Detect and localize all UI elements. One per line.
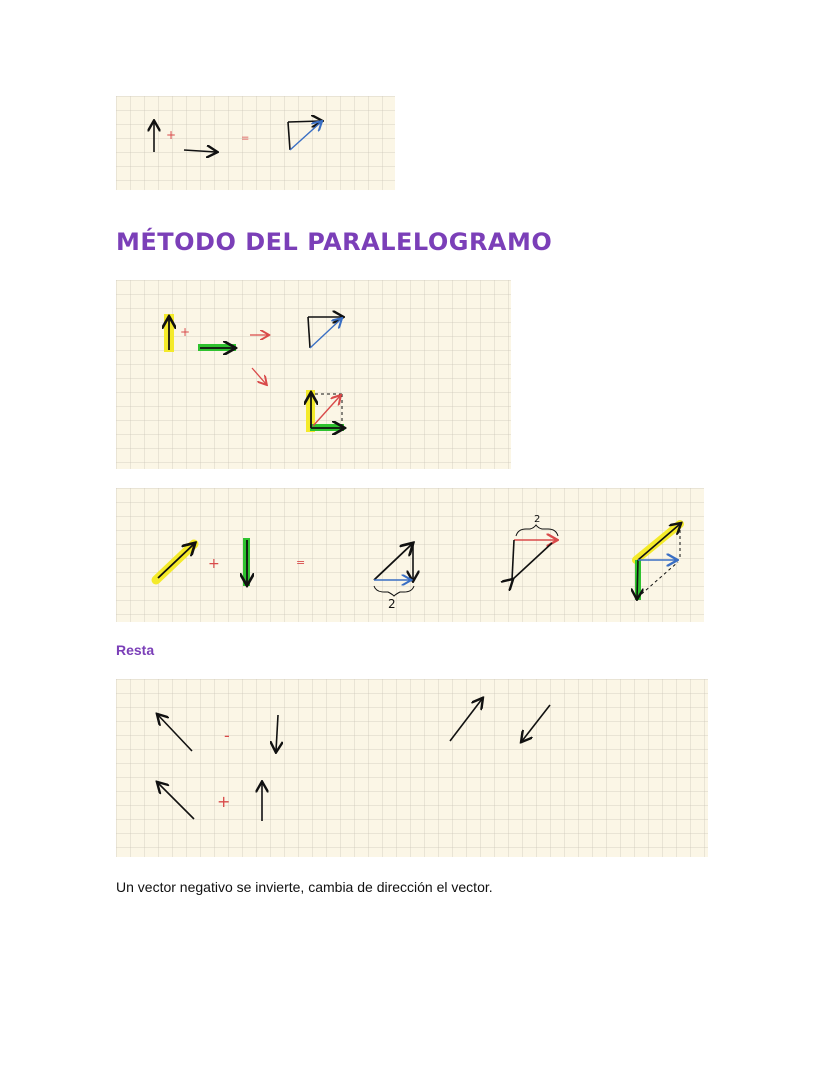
sketch-scalar-addition (116, 488, 704, 622)
parallelogram-down-arrow (637, 560, 638, 598)
equals-sign: = (241, 133, 250, 144)
plus-sign: + (217, 792, 231, 811)
sketch-vector-subtraction (116, 679, 708, 857)
vector-upleft-arrow-2 (158, 783, 194, 819)
result-diagonal-down-arrow (522, 705, 550, 741)
vector-upleft-arrow (158, 715, 192, 751)
resultant-red-arrow (313, 396, 340, 426)
equals-sign: = (296, 556, 306, 569)
minus-sign: - (224, 726, 230, 745)
red-pointer-down (252, 368, 266, 384)
sketch-parallelogram-method (116, 280, 511, 469)
sketch-vector-addition-drawing (116, 96, 395, 190)
sketch-parallelogram-drawing (116, 280, 511, 469)
plus-sign: + (166, 128, 177, 142)
section-heading: MÉTODO DEL PARALELOGRAMO (116, 228, 553, 256)
dashed-bottom-edge (637, 562, 678, 598)
result-diagonal-up-arrow (450, 699, 482, 741)
resultant-blue-arrow (290, 122, 321, 150)
plus-sign: + (208, 556, 220, 572)
left-vertical-line (512, 540, 514, 580)
magnitude-label-top: 2 (534, 514, 541, 525)
triangle-diagonal-arrow (374, 544, 412, 580)
top-brace (516, 525, 558, 536)
result-vertical-line (288, 122, 290, 150)
bottom-brace (374, 586, 414, 596)
section-subheading: Resta (116, 642, 155, 658)
body-text: Un vector negativo se invierte, cambia de dirección el vector. (116, 879, 493, 895)
vector-right-arrow (184, 150, 216, 152)
result-vertical-line (308, 317, 310, 348)
vector-down-arrow (276, 715, 278, 751)
resultant-blue-arrow (310, 319, 341, 348)
sketch-vector-addition (116, 96, 395, 190)
parallelogram-diagonal-arrow (638, 524, 680, 560)
vector-diagonal-arrow (158, 544, 194, 578)
sketch-scalar-addition-drawing (116, 488, 704, 622)
plus-sign: + (180, 325, 191, 339)
sketch-subtraction-drawing (116, 679, 708, 857)
magnitude-label-bottom: 2 (388, 597, 396, 611)
result-top-arrow (288, 121, 321, 122)
diagonal-return-arrow (512, 543, 552, 580)
